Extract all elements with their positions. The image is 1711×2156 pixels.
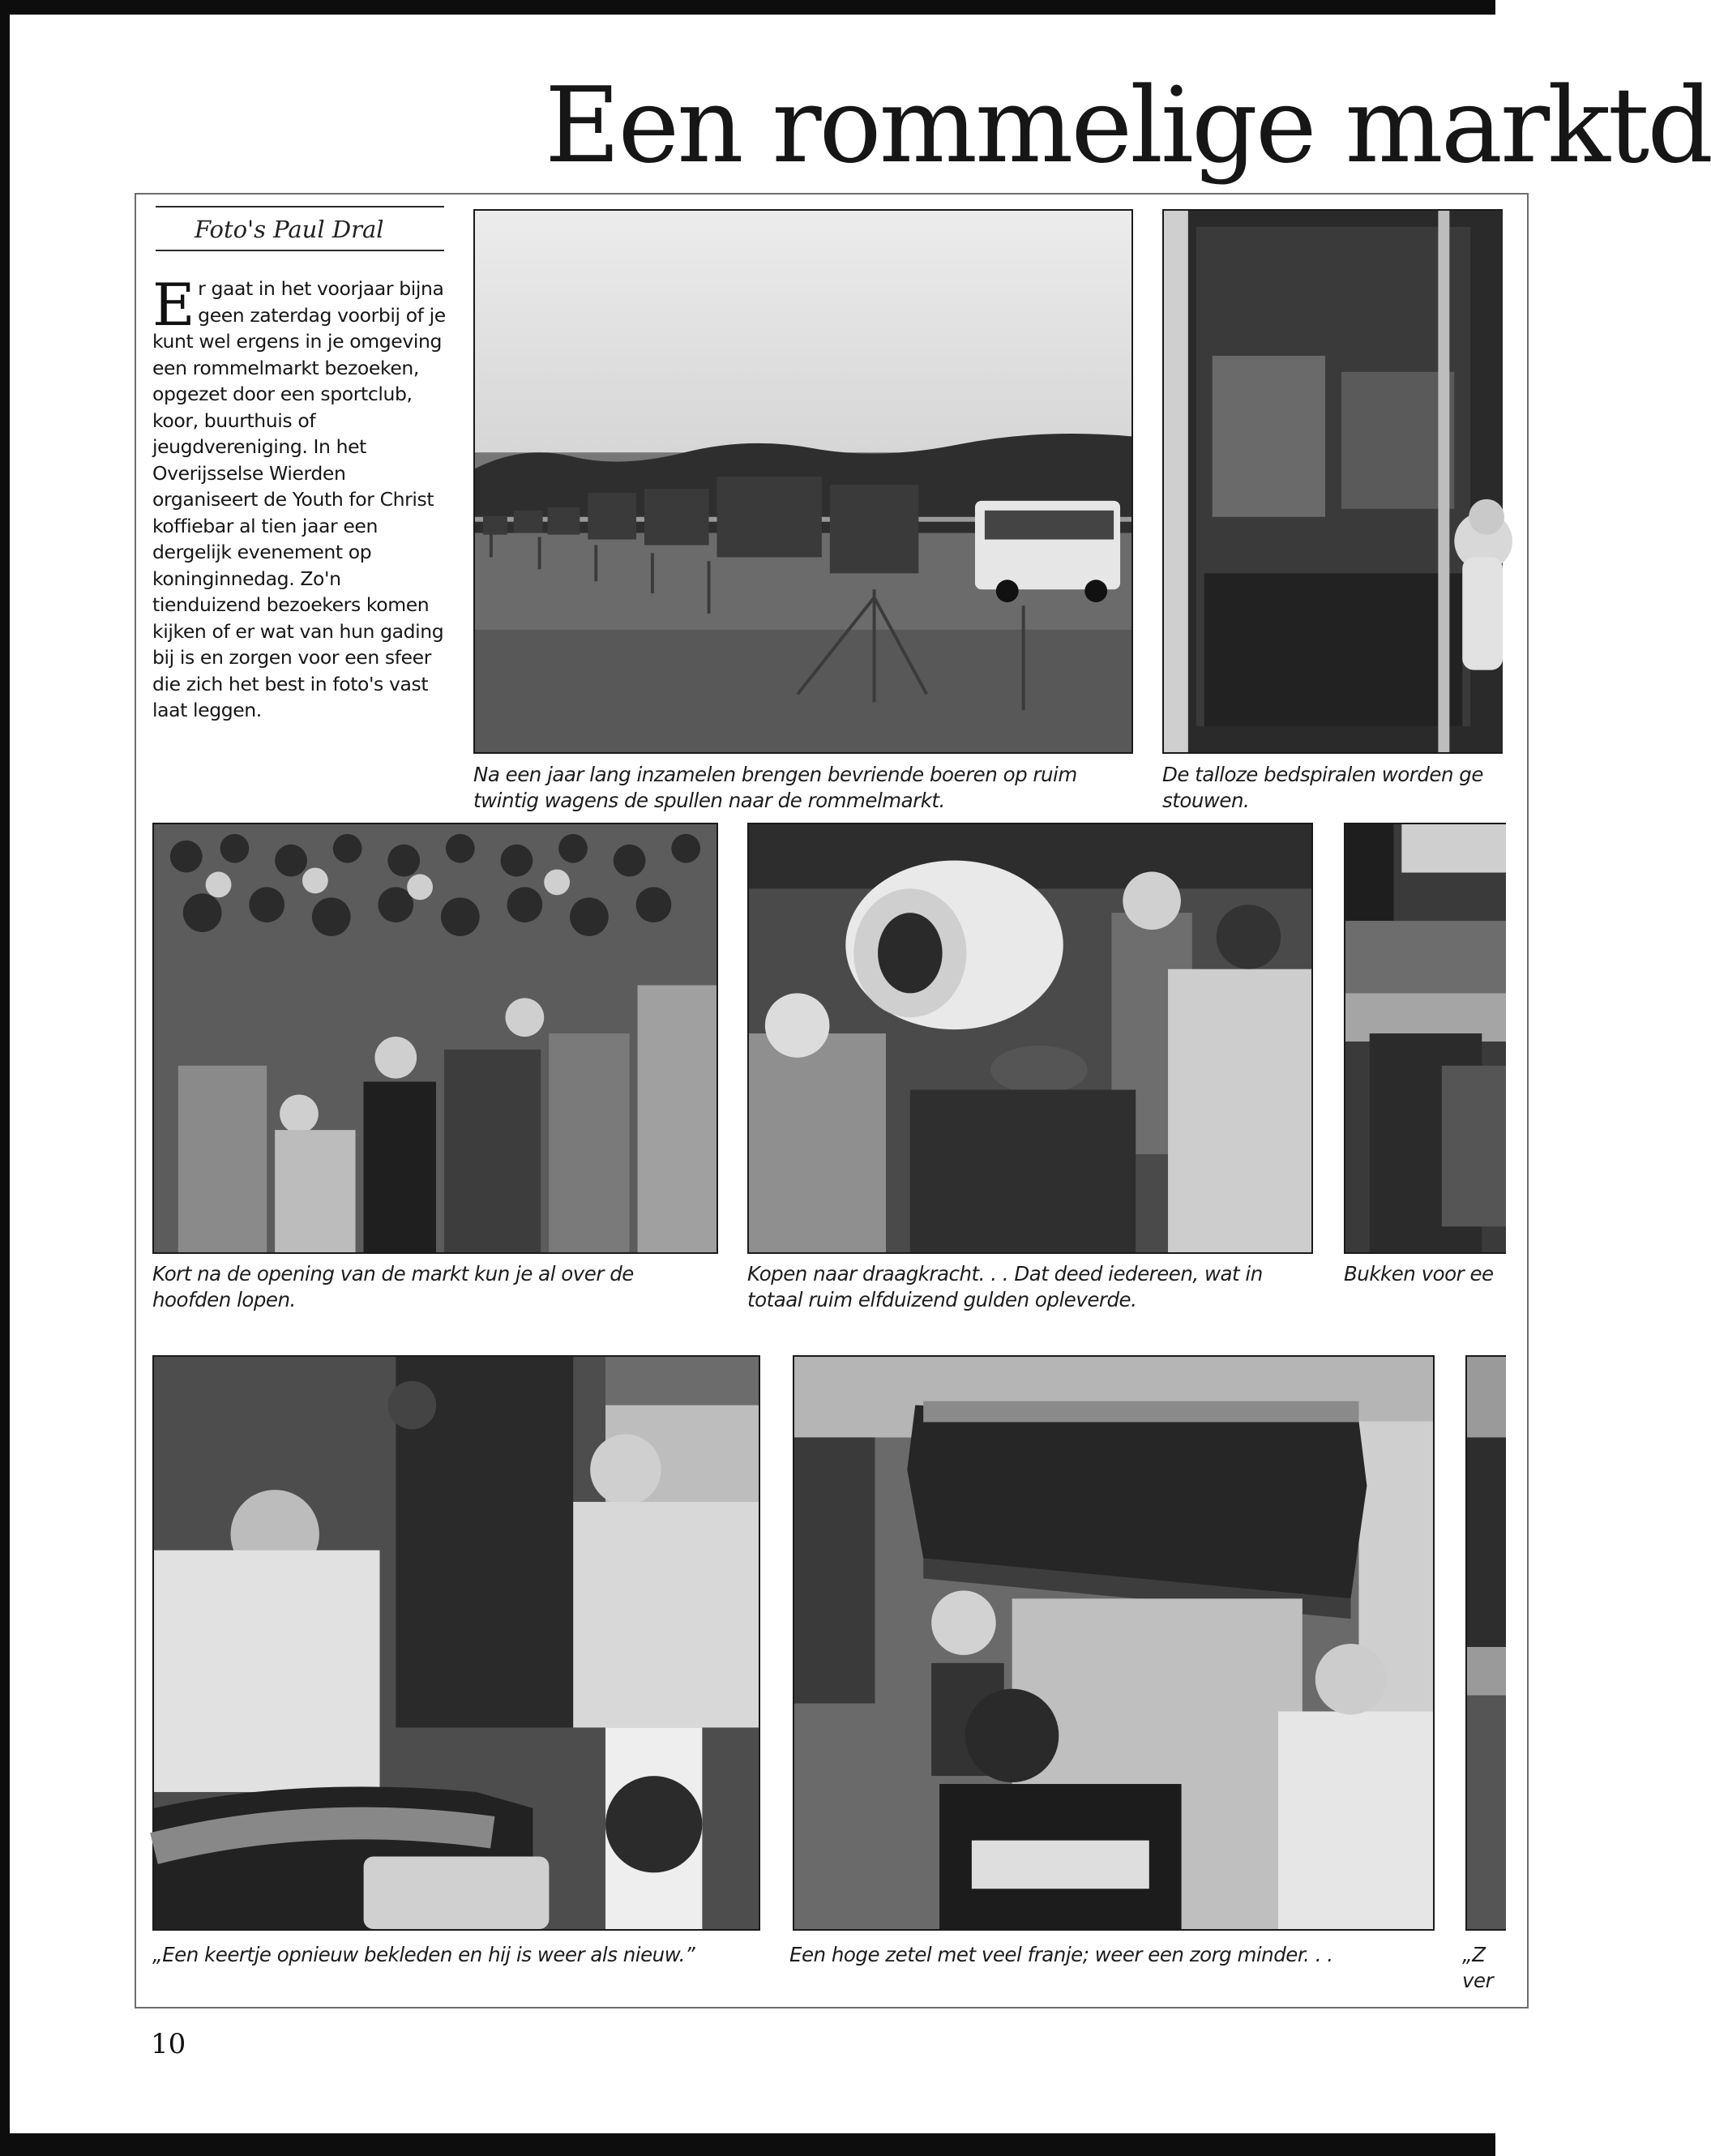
caption-armchair: Een hoge zetel met veel franje; weer een zorg minder. . . bbox=[789, 1943, 1333, 1966]
intro-text bbox=[152, 271, 448, 724]
intro-body: r gaat in het voorjaar bijna geen zaterdag voorbij of je kunt wel ergens in je omgeving een rommelmarkt bezoeken, opgezet door een sportclub, koor, buurthuis of jeugdvereniging. In het Overijsselse Wierden organiseert de Youth for Christ koffiebar al tien jaar een dergelijk evenement op koninginnedag. Zo'n tienduizend bezoekers komen kijken of er wat van hun gading bij is en zorgen voor een sfeer die zich het best in foto's vast laat leggen. bbox=[152, 277, 446, 721]
caption-partial-right: „Z ver bbox=[1462, 1943, 1494, 1992]
page-frame-left bbox=[0, 0, 10, 2156]
caption-enamel-pot: Kopen naar draagkracht. . . Dat deed iedereen, wat in totaal ruim elfduizend gulden opleverde. bbox=[747, 1262, 1263, 1311]
page-frame-top bbox=[0, 0, 1495, 15]
caption-crowd: Kort na de opening van de markt kun je al over de hoofden lopen. bbox=[152, 1262, 634, 1311]
caption-convoy: Na een jaar lang inzamelen brengen bevriende boeren op ruim twintig wagens de spullen naar de rommelmarkt. bbox=[473, 763, 1077, 812]
photo-bed-springs bbox=[1162, 209, 1503, 754]
credit-rule-top bbox=[156, 206, 444, 207]
photo-chair-inspection bbox=[152, 1355, 760, 1931]
photo-bending bbox=[1344, 823, 1506, 1254]
photo-credit: Foto's Paul Dral bbox=[195, 216, 384, 243]
photo-partial-right bbox=[1465, 1355, 1506, 1931]
article-title: Een rommelige marktd bbox=[545, 66, 1711, 186]
page-number: 10 bbox=[151, 2028, 186, 2060]
caption-chair-inspection: „Een keertje opnieuw bekleden en hij is weer als nieuw.” bbox=[152, 1943, 695, 1966]
page-frame-bottom bbox=[0, 2133, 1495, 2156]
photo-armchair bbox=[793, 1355, 1435, 1931]
credit-rule-bottom bbox=[156, 250, 444, 251]
drop-cap: E bbox=[152, 271, 195, 339]
caption-bending: Bukken voor ee bbox=[1344, 1262, 1494, 1285]
photo-convoy bbox=[473, 209, 1133, 754]
photo-enamel-pot bbox=[747, 823, 1313, 1254]
photo-crowd bbox=[152, 823, 718, 1254]
caption-bed-springs: De talloze bedspiralen worden ge stouwen. bbox=[1162, 763, 1483, 812]
